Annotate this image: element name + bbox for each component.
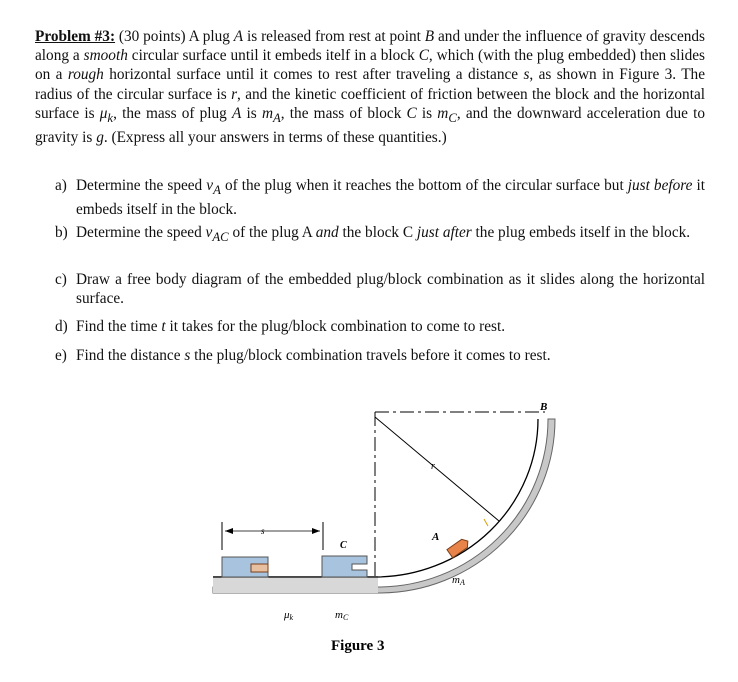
intro-text-5: , which (with the plug embedded) then slides on a [35,47,705,84]
var-s: s [523,66,530,84]
intro-text-14: . (Express all your answers in terms of these quantities.) [103,129,447,147]
label-ma-sub: A [459,578,465,587]
label-r: r [431,461,435,472]
part-b-vsub: AC [212,230,229,245]
intro-text-6: horizontal surface until it comes to rest after traveling a distance [103,66,524,84]
part-d-t1: Find the time [76,318,162,335]
intro-text-8: , and the kinetic coefficient of friction between the block and the horizontal surface is [35,85,705,122]
label-s: s [261,526,265,536]
part-b-emph-1: and [315,224,339,241]
part-e-t2: the plug/block combination travels before it comes to rest. [190,347,551,364]
intro-text-12: is [416,104,438,122]
label-muk-sub: k [289,613,294,622]
var-A-2: A [232,104,242,122]
part-a-t1: Determine the speed [76,177,207,194]
var-mC-sub: C [448,110,457,125]
part-b-t3: the block C [338,224,417,241]
problem-number: Problem #3: [35,28,116,45]
label-muk [283,609,294,622]
intro-text-10: is [241,104,262,122]
part-a-v: v [206,177,214,194]
block-c [322,556,367,577]
label-mc [335,609,349,622]
intro-text-2: is released from rest at point [243,28,425,45]
part-b-v: v [205,224,213,241]
var-g: g [96,129,104,147]
label-a: A [432,531,440,543]
var-C-2: C [406,104,417,122]
var-mu: μ [99,104,108,122]
part-e-t1: Find the distance [76,347,185,364]
intro-text-13: , and the downward acceleration due to gravity is [35,104,705,147]
part-a-t3: it embeds itself in the block. [76,177,706,219]
part-a-label: a) [55,177,67,194]
part-e-var-s: s [184,347,191,364]
figure-caption: Figure 3 [331,638,385,654]
label-c: C [340,540,347,551]
part-e-label: e) [55,347,67,364]
var-C: C [418,47,429,65]
part-b-t1: Determine the speed [76,224,206,241]
part-a-t2: of the plug when it reaches the bottom of the circular surface but [220,177,628,194]
s-arrow-left [225,528,233,534]
part-b-t4: the plug embeds itself in the block. [471,224,691,241]
var-mA-sub: A [273,110,281,125]
s-arrow-right [312,528,320,534]
emph-rough: rough [67,66,104,84]
var-A: A [233,28,244,45]
radius-line [375,417,499,521]
part-a-vsub: A [213,183,221,198]
intro-text-9: , the mass of plug [113,104,233,122]
ground [213,577,378,593]
var-mA: m [261,104,273,122]
emph-smooth: smooth [83,47,128,65]
var-B: B [424,28,435,45]
part-b-t2: of the plug A [228,224,316,241]
part-a-emph: just before [627,177,693,194]
part-d-var-t: t [161,318,166,335]
intro-text-11: , the mass of block [280,104,407,122]
label-muk-mu: μ [284,609,290,621]
var-r: r [231,85,238,103]
label-mc-m: m [335,609,343,621]
part-d-t2: it takes for the plug/block combination to come to rest. [165,318,506,335]
intro-text-4: circular surface until it embeds itelf in a block [127,47,419,65]
var-mu-sub: k [107,110,114,125]
arc-tick [484,519,488,526]
label-b: B [540,401,548,413]
embedded-plug [251,564,268,572]
part-c-text: Draw a free body diagram of the embedded plug/block combination as it slides along the horizontal surface. [76,271,705,308]
part-b-label: b) [55,224,68,241]
part-b-emph-2: just after [416,224,472,241]
intro-text-7: , as shown in Figure 3. The radius of the circular surface is [35,66,705,103]
intro-text-1: A plug [188,28,234,45]
label-ma-m: m [452,574,460,586]
var-mC: m [437,104,449,122]
problem-points: (30 points) [115,28,189,45]
part-c-label: c) [55,271,67,288]
label-mc-sub: C [342,613,349,622]
part-d-label: d) [55,318,68,335]
intro-text-3: and under the influence of gravity descends along a [35,28,705,65]
label-ma [452,574,465,587]
